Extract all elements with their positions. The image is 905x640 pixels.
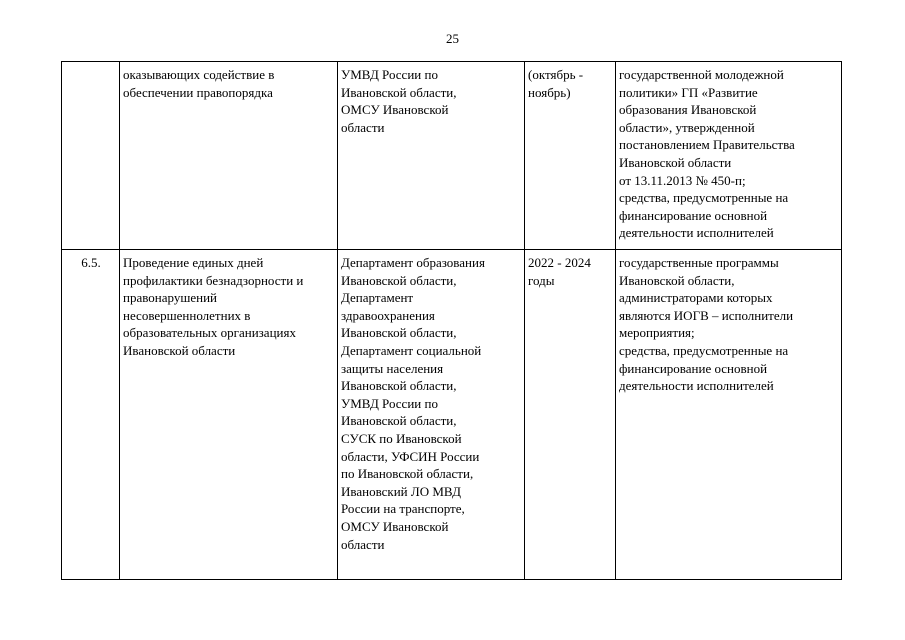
event-cell: Проведение единых дней профилактики безнадзорности и правонарушений несовершеннолетних в образовательных организациях Ивановской области — [120, 250, 338, 580]
table-row — [62, 62, 842, 250]
event-cell: оказывающих содействие в обеспечении правопорядка — [120, 62, 338, 250]
page-number: 25 — [446, 31, 459, 46]
funding-cell: государственные программы Ивановской области, администраторами которых являются ИОГВ – исполнители мероприятия; средства, предусмотренные на финансирование основной деятельности исполнителей — [616, 250, 842, 580]
measures-table — [61, 61, 842, 580]
table-row — [62, 250, 842, 580]
term-cell: (октябрь - ноябрь) — [525, 62, 616, 250]
funding-cell: государственной молодежной политики» ГП «Развитие образования Ивановской области», утвержденной постановлением Правительства Ивановской области от 13.11.2013 № 450-п; средства, предусмотренные на финансирование основной деятельности исполнителей — [616, 62, 842, 250]
row-number-cell — [62, 62, 120, 250]
executors-cell: УМВД России по Ивановской области, ОМСУ Ивановской области — [338, 62, 525, 250]
executors-cell: Департамент образования Ивановской области, Департамент здравоохранения Ивановской области, Департамент социальной защиты населения Ивановской области, УМВД России по Ивановской области, СУСК по Ивановской области, УФСИН России по Ивановской области, Ивановский ЛО МВД России на транспорте, ОМСУ Ивановской области — [338, 250, 525, 580]
term-cell: 2022 - 2024 годы — [525, 250, 616, 580]
row-number-cell: 6.5. — [62, 250, 120, 580]
